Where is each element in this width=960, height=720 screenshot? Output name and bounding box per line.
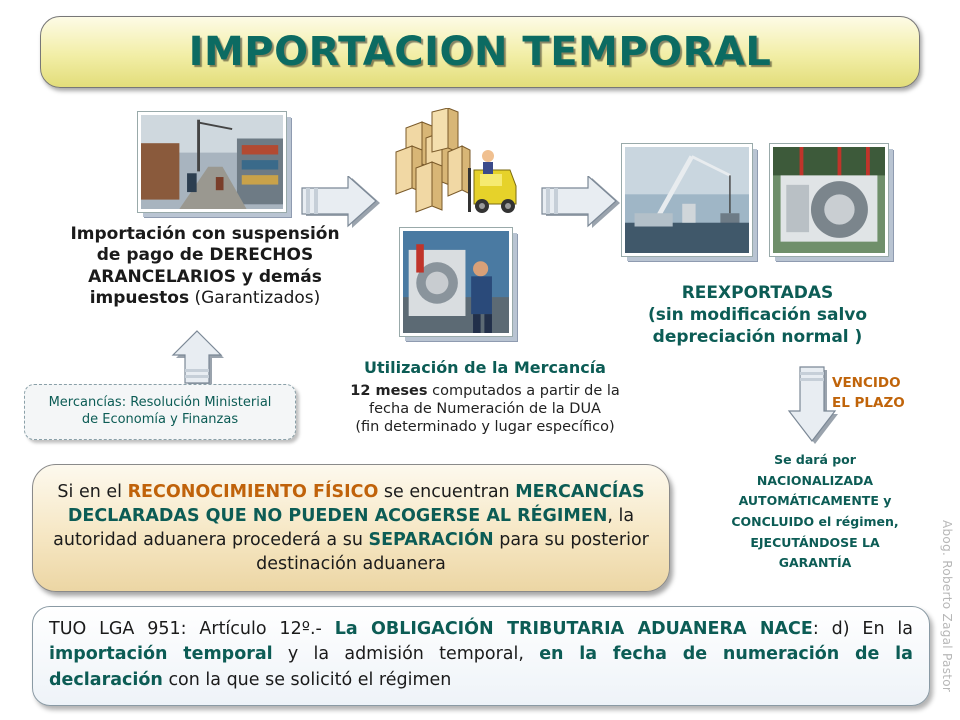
- import-line-4: impuestos (Garantizados): [89, 287, 321, 308]
- reexport-description: [615, 282, 900, 348]
- nacionalizada-line: GARANTÍA: [778, 555, 852, 571]
- resolution-line-2: de Economía y Finanzas: [81, 412, 239, 427]
- reexport-line-3: depreciación normal ): [652, 327, 863, 348]
- import-line-3: ARANCELARIOS y demás: [88, 266, 322, 287]
- reexport-line-1: REEXPORTADAS: [681, 283, 834, 303]
- vencido-label: [832, 374, 932, 413]
- utilizacion-line-1: 12 meses computados a partir de la: [350, 383, 620, 399]
- utilizacion-line-2: fecha de Numeración de la DUA: [369, 401, 601, 418]
- import-line-1: Importación con suspensión: [70, 224, 340, 244]
- resolution-box: [24, 384, 296, 440]
- utilizacion-title: Utilización de la Mercancía: [364, 358, 606, 377]
- utilizacion-body: [320, 382, 650, 436]
- arrow-up-icon: [170, 330, 226, 388]
- ship-crane-photo: [622, 144, 752, 256]
- title-banner: [40, 16, 920, 88]
- page-title: IMPORTACION TEMPORAL: [188, 29, 772, 75]
- port-containers-photo: [138, 112, 286, 212]
- utilizacion-line-3: (fin determinado y lugar específico): [355, 419, 615, 436]
- resolution-line-1: Mercancías: Resolución Ministerial: [48, 395, 272, 411]
- arrow-right-icon: [300, 176, 384, 230]
- nacionalizada-line: EJECUTÁNDOSE LA: [750, 534, 880, 550]
- import-line-2: de pago de DERECHOS: [96, 245, 314, 266]
- reconocimiento-text: Si en el RECONOCIMIENTO FÍSICO se encuentran MERCANCÍAS DECLARADAS QUE NO PUEDEN ACOGERSE AL RÉGIMEN, la autoridad aduanera procederá a su SEPARACIÓN para su posterior destinación aduanera: [53, 481, 649, 575]
- forklift-boxes-icon: [392, 108, 530, 216]
- vencido-line-2: EL PLAZO: [832, 394, 905, 411]
- tuo-legal-box: TUO LGA 951: Artículo 12º.- La OBLIGACIÓN TRIBUTARIA ADUANERA NACE: d) En la importación temporal y la admisión temporal, en la fecha de numeración de la declaración con la que se solicitó el régimen: [32, 606, 930, 706]
- lifted-machine-photo: [770, 144, 888, 256]
- nacionalizada-description: [700, 450, 930, 574]
- vencido-line-1: VENCIDO: [832, 375, 901, 391]
- machinery-worker-photo: [400, 228, 512, 336]
- arrow-right-icon: [540, 176, 624, 230]
- nacionalizada-line: NACIONALIZADA: [756, 472, 874, 488]
- reexport-line-2: (sin modificación salvo: [647, 305, 868, 326]
- import-description: [50, 224, 360, 309]
- author-watermark: Abog. Roberto Zagal Pastor: [940, 520, 954, 693]
- nacionalizada-line: CONCLUIDO el régimen,: [731, 513, 899, 529]
- nacionalizada-line: Se dará por: [774, 452, 856, 467]
- reconocimiento-box: [32, 464, 670, 592]
- nacionalizada-line: AUTOMÁTICAMENTE y: [738, 493, 892, 509]
